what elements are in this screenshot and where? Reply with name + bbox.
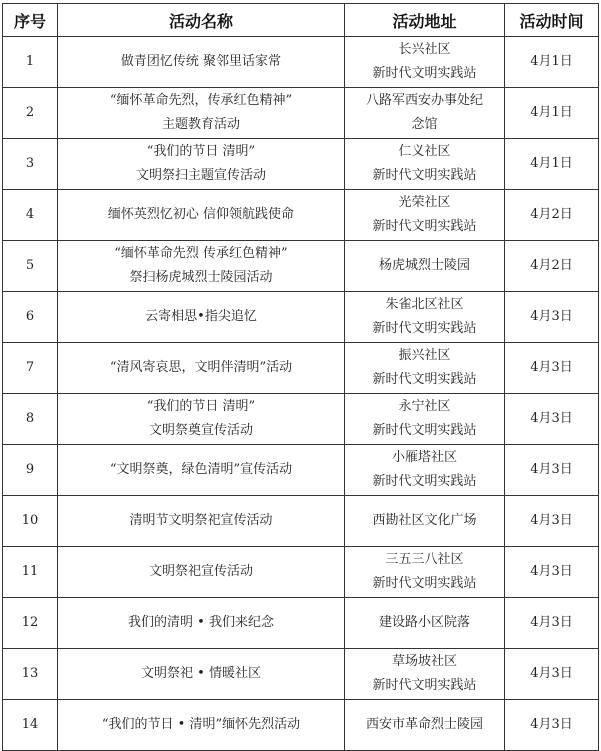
cell-address-line: 新时代文明实践站 bbox=[372, 168, 477, 183]
cell-name bbox=[58, 241, 345, 292]
cell-time: 4月3日 bbox=[505, 700, 599, 751]
cell-address-line: 新时代文明实践站 bbox=[372, 219, 477, 234]
cell-address-line: 振兴社区 bbox=[398, 348, 451, 363]
cell-name-line: 祭扫杨虎城烈士陵园活动 bbox=[129, 270, 273, 285]
cell-address-line: 杨虎城烈士陵园 bbox=[378, 258, 470, 273]
cell-name-line: “缅怀革命先烈，传承红色精神” bbox=[109, 93, 293, 108]
cell-name bbox=[58, 190, 345, 241]
cell-address bbox=[345, 37, 505, 88]
cell-no: 6 bbox=[3, 292, 58, 343]
cell-address-line: 新时代文明实践站 bbox=[372, 423, 477, 438]
cell-time: 4月2日 bbox=[505, 241, 599, 292]
cell-name bbox=[58, 292, 345, 343]
cell-address bbox=[345, 139, 505, 190]
header-row bbox=[3, 4, 599, 37]
table-row bbox=[3, 445, 599, 496]
cell-name bbox=[58, 139, 345, 190]
cell-address bbox=[345, 700, 505, 751]
cell-address-line: 新时代文明实践站 bbox=[372, 321, 477, 336]
table-row bbox=[3, 241, 599, 292]
cell-time: 4月3日 bbox=[505, 394, 599, 445]
cell-address bbox=[345, 445, 505, 496]
cell-no: 10 bbox=[3, 496, 58, 547]
cell-address bbox=[345, 292, 505, 343]
table-row bbox=[3, 394, 599, 445]
cell-time: 4月1日 bbox=[505, 37, 599, 88]
cell-address-line: 建设路小区院落 bbox=[378, 615, 470, 630]
cell-name bbox=[58, 496, 345, 547]
cell-time: 4月3日 bbox=[505, 598, 599, 649]
cell-name bbox=[58, 649, 345, 700]
cell-address bbox=[345, 496, 505, 547]
header-name: 活动名称 bbox=[58, 4, 345, 37]
cell-time: 4月3日 bbox=[505, 343, 599, 394]
cell-no: 4 bbox=[3, 190, 58, 241]
cell-name bbox=[58, 598, 345, 649]
cell-address bbox=[345, 343, 505, 394]
cell-name-line: “我们的节日 • 清明”缅怀先烈活动 bbox=[101, 717, 301, 732]
table-row bbox=[3, 700, 599, 751]
cell-time: 4月1日 bbox=[505, 139, 599, 190]
table-row bbox=[3, 190, 599, 241]
cell-no: 3 bbox=[3, 139, 58, 190]
cell-address bbox=[345, 394, 505, 445]
table-row bbox=[3, 37, 599, 88]
cell-address bbox=[345, 190, 505, 241]
cell-no: 8 bbox=[3, 394, 58, 445]
cell-address bbox=[345, 547, 505, 598]
cell-name bbox=[58, 343, 345, 394]
cell-no: 14 bbox=[3, 700, 58, 751]
cell-name-line: 我们的清明 • 我们来纪念 bbox=[128, 615, 274, 630]
cell-address-line: 西勘社区文化广场 bbox=[372, 513, 477, 528]
cell-no: 13 bbox=[3, 649, 58, 700]
cell-name-line: “文明祭奠，绿色清明”宣传活动 bbox=[109, 462, 293, 477]
table-row bbox=[3, 343, 599, 394]
table-row bbox=[3, 496, 599, 547]
table-row bbox=[3, 598, 599, 649]
cell-name-line: 文明祭祀 • 情暖社区 bbox=[141, 666, 261, 681]
cell-name-line: 文明祭扫主题宣传活动 bbox=[135, 168, 266, 183]
cell-time: 4月3日 bbox=[505, 547, 599, 598]
cell-address-line: 仁义社区 bbox=[398, 144, 451, 159]
cell-name-line: “清风寄哀思，文明伴清明”活动 bbox=[109, 360, 293, 375]
cell-address-line: 小雁塔社区 bbox=[391, 450, 457, 465]
table-row bbox=[3, 649, 599, 700]
header-no: 序号 bbox=[3, 4, 58, 37]
cell-no: 9 bbox=[3, 445, 58, 496]
cell-address-line: 草场坡社区 bbox=[391, 654, 457, 669]
cell-time: 4月2日 bbox=[505, 190, 599, 241]
cell-time: 4月1日 bbox=[505, 88, 599, 139]
cell-name-line: “我们的节日 清明” bbox=[146, 399, 256, 414]
cell-name bbox=[58, 394, 345, 445]
cell-address-line: 念馆 bbox=[411, 117, 438, 132]
cell-name-line: 主题教育活动 bbox=[161, 117, 240, 132]
cell-time: 4月3日 bbox=[505, 496, 599, 547]
cell-name-line: 文明祭奠宣传活动 bbox=[148, 423, 253, 438]
cell-address-line: 八路军西安办事处纪 bbox=[365, 93, 483, 108]
cell-address bbox=[345, 649, 505, 700]
table-row bbox=[3, 88, 599, 139]
cell-address-line: 西安市革命烈士陵园 bbox=[365, 717, 483, 732]
header-address: 活动地址 bbox=[345, 4, 505, 37]
cell-no: 1 bbox=[3, 37, 58, 88]
table-row bbox=[3, 139, 599, 190]
table-row bbox=[3, 292, 599, 343]
cell-address-line: 永宁社区 bbox=[398, 399, 451, 414]
cell-no: 12 bbox=[3, 598, 58, 649]
cell-name bbox=[58, 700, 345, 751]
cell-time: 4月3日 bbox=[505, 292, 599, 343]
cell-time: 4月3日 bbox=[505, 445, 599, 496]
cell-name-line: 文明祭祀宣传活动 bbox=[148, 564, 253, 579]
cell-no: 11 bbox=[3, 547, 58, 598]
cell-address-line: 光荣社区 bbox=[398, 195, 451, 210]
cell-name-line: 云寄相思•指尖追忆 bbox=[145, 309, 257, 324]
cell-name bbox=[58, 445, 345, 496]
cell-name-line: 缅怀英烈忆初心 信仰领航践使命 bbox=[107, 207, 295, 222]
cell-name-line: “缅怀革命先烈 传承红色精神” bbox=[114, 246, 288, 261]
cell-name bbox=[58, 547, 345, 598]
activity-table bbox=[2, 3, 599, 751]
cell-no: 5 bbox=[3, 241, 58, 292]
cell-name-line: “我们的节日 清明” bbox=[146, 144, 256, 159]
cell-address bbox=[345, 88, 505, 139]
cell-name-line: 做青团忆传统 聚邻里话家常 bbox=[120, 54, 282, 69]
cell-name bbox=[58, 37, 345, 88]
table-row bbox=[3, 547, 599, 598]
cell-name bbox=[58, 88, 345, 139]
table-container bbox=[2, 3, 599, 751]
cell-name-line: 清明节文明祭祀宣传活动 bbox=[129, 513, 273, 528]
cell-address-line: 新时代文明实践站 bbox=[372, 66, 477, 81]
cell-address-line: 新时代文明实践站 bbox=[372, 372, 477, 387]
cell-time: 4月3日 bbox=[505, 649, 599, 700]
cell-address bbox=[345, 241, 505, 292]
cell-address-line: 新时代文明实践站 bbox=[372, 678, 477, 693]
cell-address-line: 三五三八社区 bbox=[385, 552, 464, 567]
header-time: 活动时间 bbox=[505, 4, 599, 37]
cell-address bbox=[345, 598, 505, 649]
cell-address-line: 新时代文明实践站 bbox=[372, 576, 477, 591]
cell-address-line: 长兴社区 bbox=[398, 42, 451, 57]
cell-address-line: 新时代文明实践站 bbox=[372, 474, 477, 489]
table-body bbox=[3, 37, 599, 751]
cell-no: 2 bbox=[3, 88, 58, 139]
cell-address-line: 朱雀北区社区 bbox=[385, 297, 464, 312]
cell-no: 7 bbox=[3, 343, 58, 394]
